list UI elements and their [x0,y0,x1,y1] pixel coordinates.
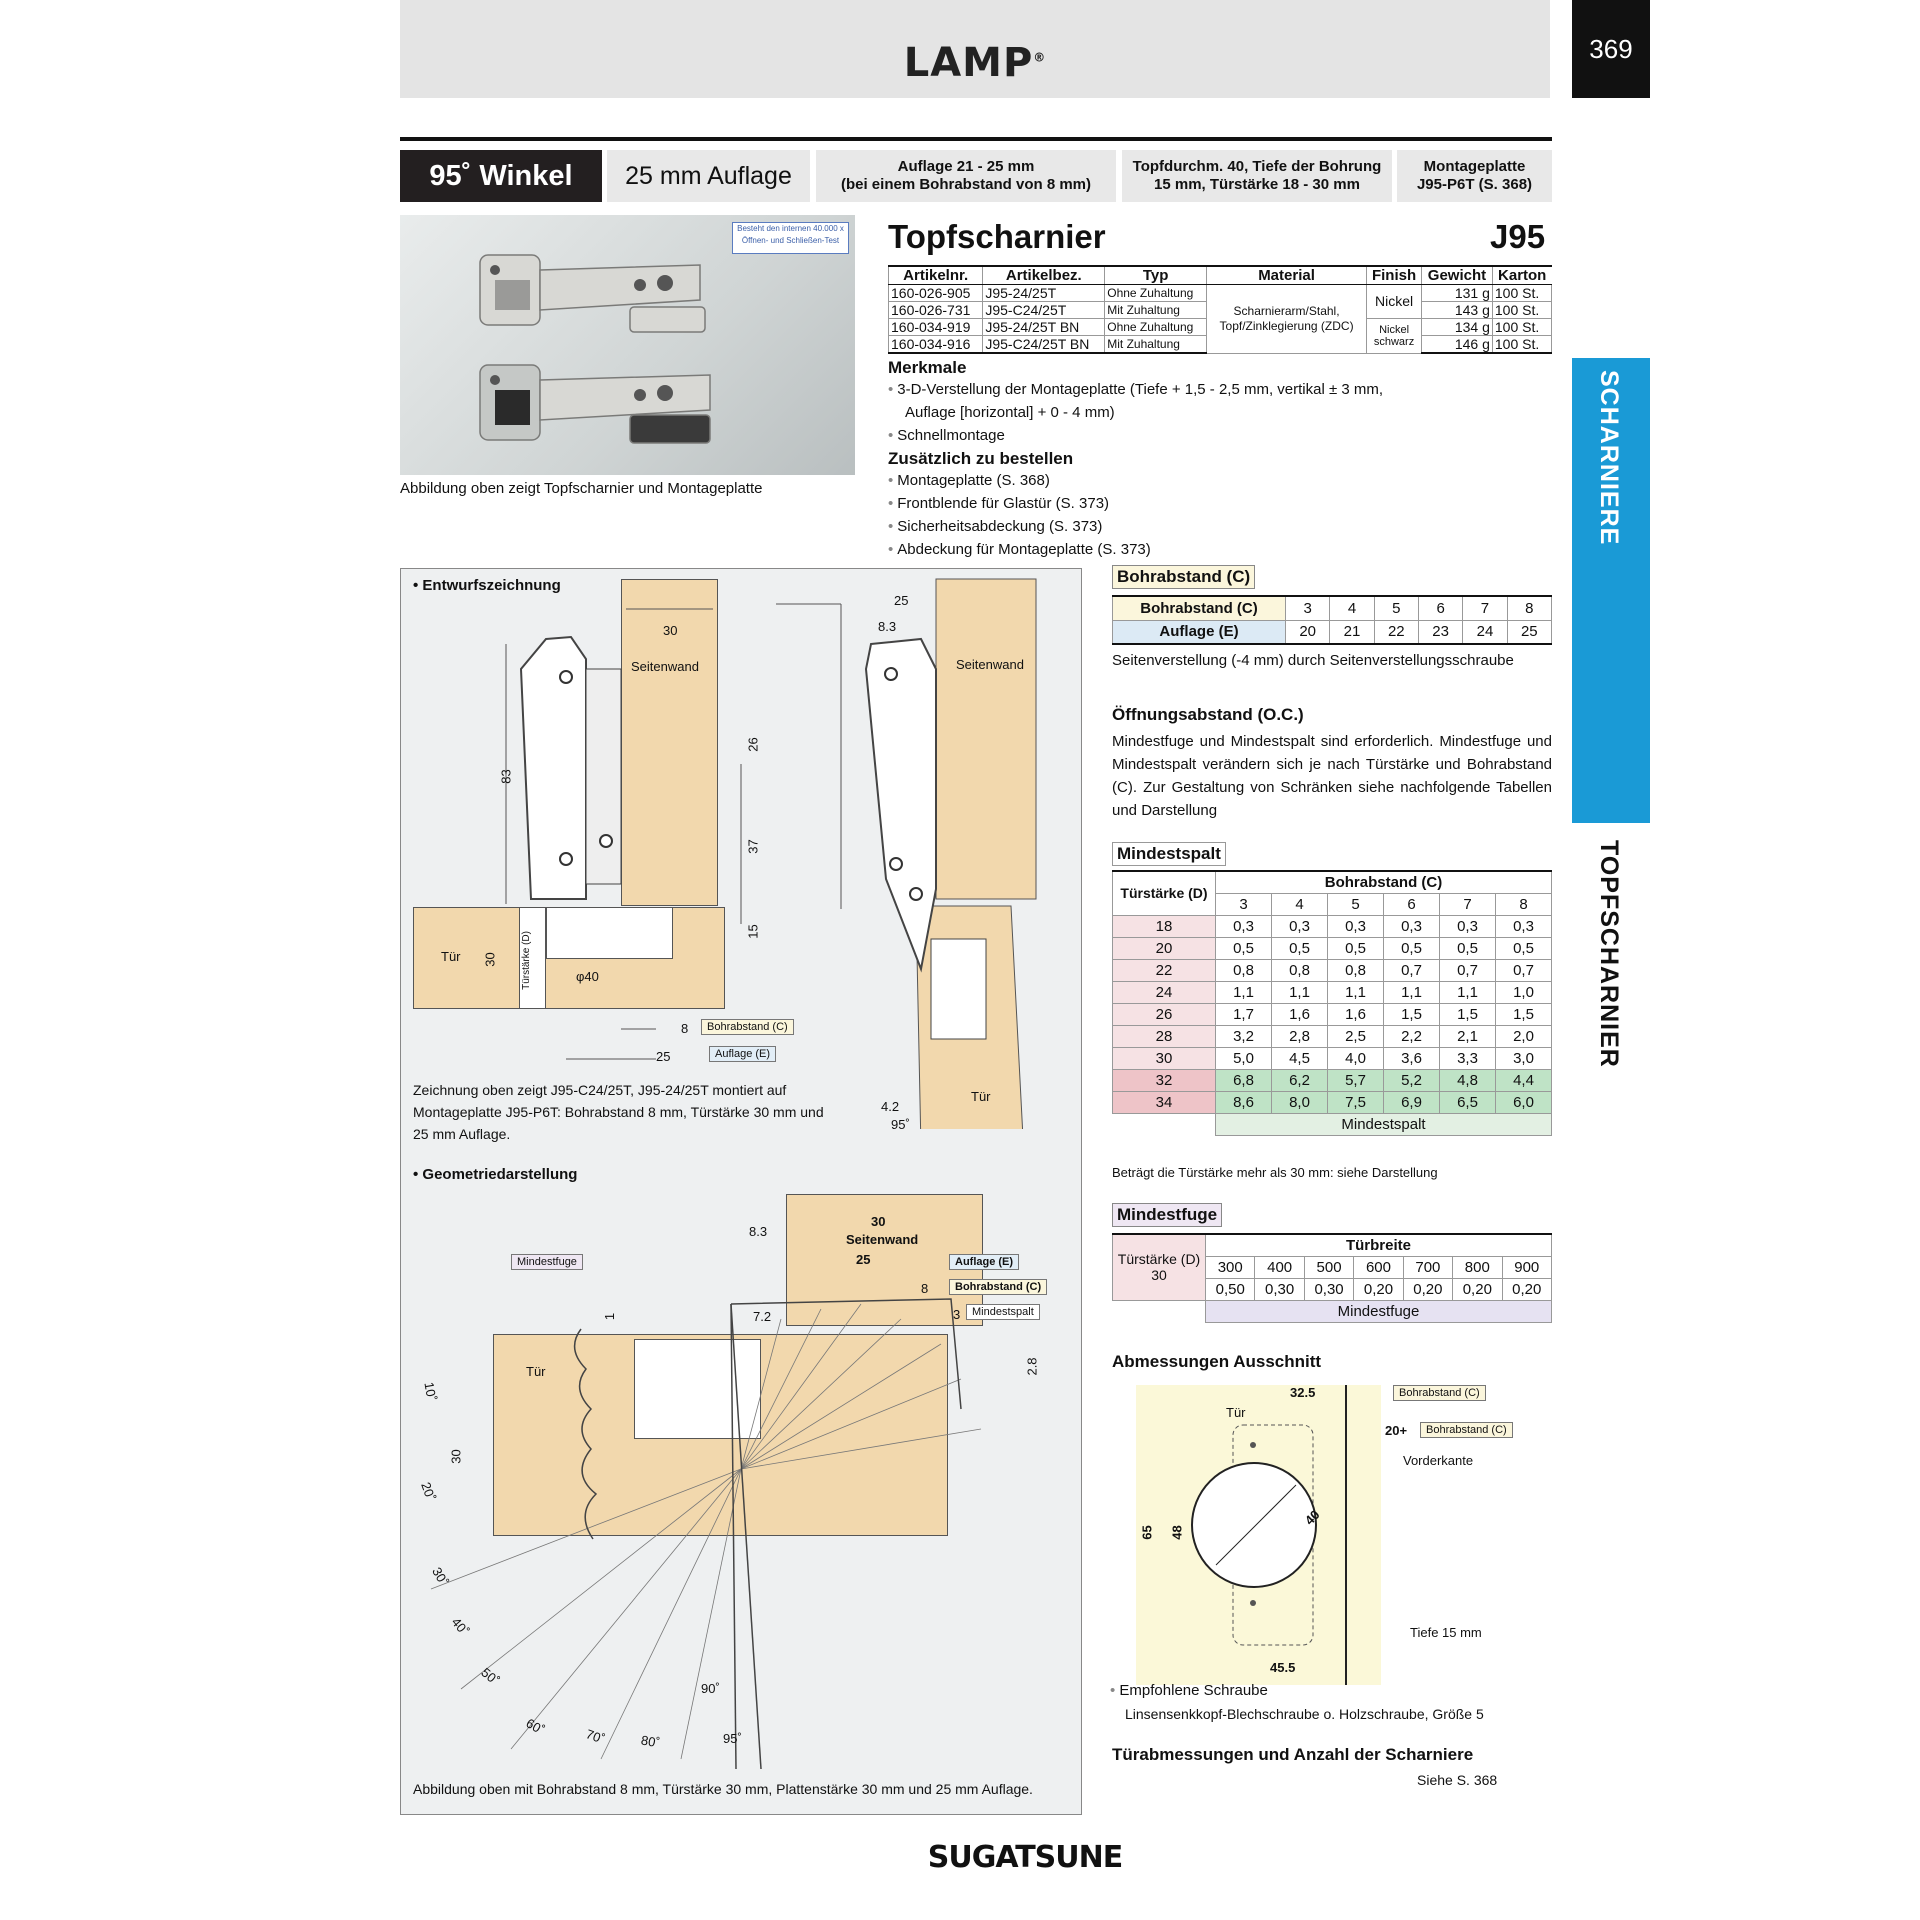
list-item: • 3-D-Verstellung der Montageplatte (Tiefe + 1,5 - 2,5 mm, vertikal ± 3 mm, [888,381,1384,398]
zusatz-title: Zusätzlich zu bestellen [888,449,1074,468]
value-cell: 3,6 [1384,1047,1440,1069]
product-photo [400,215,855,475]
value-cell: 1,6 [1272,1003,1328,1025]
value-cell: 0,7 [1440,959,1496,981]
schraube-title: • Empfohlene Schraube [1110,1682,1268,1699]
photo-caption: Abbildung oben zeigt Topfscharnier und Montageplatte [400,480,763,497]
geo-bohrabstand-tag: Bohrabstand (C) [949,1279,1047,1295]
geo-tuer: Tür [526,1364,546,1379]
value-cell: 1,5 [1440,1003,1496,1025]
value-cell: 0,5 [1272,937,1328,959]
value-cell: 1,1 [1216,981,1272,1003]
ms-col-header: 5 [1328,893,1384,915]
mindestfuge-title: Mindestfuge [1112,1203,1222,1227]
mindestfuge-tag: Mindestfuge [511,1254,583,1270]
product-title: Topfscharnier [888,218,1106,255]
caption-entwurf: Zeichnung oben zeigt J95-C24/25T, J95-24/25T montiert auf Montageplatte J95-P6T: Bohrabstand 8 mm, Türstärke 30 mm und 25 mm Auflage. [413,1082,824,1142]
auflage-tag: Auflage (E) [709,1046,776,1062]
dim-15: 15 [745,924,761,939]
table-row [1113,1047,1552,1069]
tiefe-label: Tiefe 15 mm [1410,1625,1482,1640]
seitenwand-label-right: Seitenwand [956,657,1024,672]
mf-col-header: 800 [1453,1256,1502,1278]
phi40-label: φ40 [576,969,599,984]
mf-value: 0,20 [1453,1278,1502,1300]
value-cell: 2,8 [1272,1025,1328,1047]
dim-26: 26 [745,737,761,752]
dim-8: 8 [681,1021,689,1036]
angle-30: 30˚ [429,1564,452,1589]
table-row [1113,915,1552,937]
value-cell: 0,3 [1328,915,1384,937]
ms-col-header: 7 [1440,893,1496,915]
col-typ: Typ [1105,266,1207,285]
page-number: 369 [1572,0,1650,98]
ms-col-header: 6 [1384,893,1440,915]
list-item: • Schnellmontage [888,427,1005,444]
angle-70: 70˚ [584,1726,607,1747]
dim-48: 48 [1169,1525,1185,1540]
value-cell: 0,3 [1496,915,1552,937]
finish-black: Nickel schwarz [1367,319,1422,354]
value-cell: 3,3 [1440,1047,1496,1069]
lamp-logo: LAMP® [903,40,1047,86]
tab-mountplate: Montageplatte J95-P6T (S. 368) [1397,150,1552,202]
door-thickness-cell: 20 [1113,937,1216,959]
col-material: Material [1207,266,1367,285]
value-cell: 0,3 [1384,915,1440,937]
mindestspalt-note: Beträgt die Türstärke mehr als 30 mm: siehe Darstellung [1112,1165,1438,1180]
tuer-label: Tür [441,949,461,964]
divider [400,137,1552,141]
bohrabstand-note: Seitenverstellung (-4 mm) durch Seitenverstellungsschraube [1112,652,1514,669]
dim-8-3: 8.3 [878,619,897,634]
mindestspalt-table: Türstärke (D) Bohrabstand (C) 3 4 5 6 7 8 18 0,3 0,3 0,3 0,3 0,3 0,3 20 0,5 0,5 0,5 0,5 0,5 0,5 22 0,8 0,8 0,8 0,7 0,7 0,7 24 1,1 1,1 1,1 1,1 1,1 1,0 26 1,7 1,6 1,6 1,5 1,5 1,5 28 3,2 2,8 2,5 2,2 2,1 2,0 30 5,0 4,5 4,0 3,6 3,3 3,0 32 6,8 6,2 5,7 5,2 4,8 4,4 34 8,6 8,0 7,5 6,9 6,5 6,0 Mindestspalt [1112,870,1552,1136]
angle-60: 60˚ [523,1715,548,1738]
schraube-text: Linsensenkkopf-Blechschraube o. Holzschraube, Größe 5 [1125,1706,1484,1722]
tab-cup: Topfdurchm. 40, Tiefe der Bohrung 15 mm, Türstärke 18 - 30 mm [1122,150,1392,202]
door-thickness-cell: 34 [1113,1091,1216,1113]
door-thickness-cell: 18 [1113,915,1216,937]
mf-value: 0,20 [1403,1278,1452,1300]
geo-dim-3: 3 [953,1307,961,1322]
bohrabstand-tag: Bohrabstand (C) [701,1019,794,1035]
mf-value: 0,50 [1206,1278,1255,1300]
value-cell: 6,2 [1272,1069,1328,1091]
tab-angle: 95˚ Winkel [400,150,602,202]
hinge-drawing [401,569,1081,1129]
mf-value: 0,20 [1502,1278,1551,1300]
angle-20: 20˚ [418,1480,439,1503]
seitenwand-label: Seitenwand [631,659,699,674]
tab-overlay-range: Auflage 21 - 25 mm (bei einem Bohrabstand von 8 mm) [816,150,1116,202]
value-cell: 0,7 [1384,959,1440,981]
list-item: • Abdeckung für Montageplatte (S. 373) [888,541,1151,558]
value-cell: 1,1 [1440,981,1496,1003]
ms-col-header: 8 [1496,893,1552,915]
list-item: • Frontblende für Glastür (S. 373) [888,495,1110,512]
merkmale-title: Merkmale [888,358,967,377]
value-cell: 1,1 [1328,981,1384,1003]
dim-30: 30 [663,623,678,638]
mf-col-header: 700 [1403,1256,1452,1278]
geo-seitenwand: Seitenwand [846,1232,919,1247]
mf-col-header: 900 [1502,1256,1551,1278]
ms-col-header: 4 [1272,893,1328,915]
table-row: 160-034-916 J95-C24/25T BN Mit Zuhaltung 146 g 100 St. [889,336,1552,354]
mindestspalt-title: Mindestspalt [1112,842,1226,866]
value-cell: 6,5 [1440,1091,1496,1113]
value-cell: 0,3 [1216,915,1272,937]
dim-25-right: 25 [894,593,909,608]
list-item: Auflage [horizontal] + 0 - 4 mm) [905,404,1115,421]
dim-65: 65 [1139,1525,1155,1540]
dim-37: 37 [745,839,761,854]
col-artikelnr: Artikelnr. [889,266,983,285]
mf-col-header: 300 [1206,1256,1255,1278]
value-cell: 1,6 [1328,1003,1384,1025]
value-cell: 8,6 [1216,1091,1272,1113]
tab-overlay: 25 mm Auflage [607,150,810,202]
value-cell: 5,2 [1384,1069,1440,1091]
geo-dim-8-3: 8.3 [749,1224,768,1239]
value-cell: 0,8 [1272,959,1328,981]
tuerabm-title: Türabmessungen und Anzahl der Scharniere [1112,1745,1474,1764]
tuerstaerke-label: Türstärke (D) [521,931,532,990]
value-cell: 0,8 [1328,959,1384,981]
drawing-panel [400,568,1082,1815]
category-label: SCHARNIERE [1595,370,1623,546]
door-thickness-cell: 30 [1113,1047,1216,1069]
table-row: 160-034-919 J95-24/25T BN Ohne Zuhaltung Nickel schwarz 134 g 100 St. [889,319,1552,336]
value-cell: 2,5 [1328,1025,1384,1047]
material-cell: Scharnierarm/Stahl, Topf/Zinklegierung (ZDC) [1207,285,1367,354]
mf-col-header: 500 [1304,1256,1353,1278]
value-cell: 3,2 [1216,1025,1272,1047]
merkmale-section [888,358,1548,561]
mindestfuge-table: Türstärke (D) 30 Türbreite 300 400 500 600 700 800 900 0,50 0,30 0,30 0,20 0,20 0,20 0,20 Mindestfuge [1112,1233,1552,1323]
value-cell: 1,0 [1496,981,1552,1003]
value-cell: 0,5 [1496,937,1552,959]
angle-90: 90˚ [701,1681,720,1696]
value-cell: 0,3 [1440,915,1496,937]
geo-dim-25: 25 [856,1252,871,1267]
bohrabstand-table: Bohrabstand (C) 3 4 5 6 7 8 Auflage (E) 20 21 22 23 24 25 [1112,595,1552,645]
product-model: J95 [1490,218,1546,255]
value-cell: 2,2 [1384,1025,1440,1047]
category-sidebar [1572,358,1650,823]
value-cell: 6,9 [1384,1091,1440,1113]
test-note: Besteht den internen 40.000 x Öffnen- und Schließen-Test [732,222,849,254]
geo-dim-2-8: 2.8 [1024,1357,1040,1376]
table-row [1113,959,1552,981]
cutout-bohrabstand-2: Bohrabstand (C) [1420,1422,1513,1438]
sugatsune-logo: SUGATSUNE [927,1840,1123,1875]
value-cell: 0,5 [1440,937,1496,959]
value-cell: 4,4 [1496,1069,1552,1091]
col-gewicht: Gewicht [1422,266,1493,285]
table-row [1113,937,1552,959]
value-cell: 2,1 [1440,1025,1496,1047]
col-karton: Karton [1492,266,1551,285]
ms-col-header: 3 [1216,893,1272,915]
dim-30-door: 30 [482,952,498,967]
value-cell: 1,1 [1272,981,1328,1003]
value-cell: 4,0 [1328,1047,1384,1069]
value-cell: 7,5 [1328,1091,1384,1113]
col-artikelbez: Artikelbez. [983,266,1105,285]
caption-geo: Abbildung oben mit Bohrabstand 8 mm, Türstärke 30 mm, Plattenstärke 30 mm und 25 mm Auflage. [413,1781,1033,1797]
entwurf-title: • Entwurfszeichnung [413,577,561,594]
value-cell: 1,1 [1384,981,1440,1003]
mf-value: 0,20 [1354,1278,1403,1300]
angle-80: 80˚ [639,1732,661,1751]
geo-auflage-tag: Auflage (E) [949,1254,1019,1270]
value-cell: 0,3 [1272,915,1328,937]
dim-95: 95˚ [891,1117,910,1132]
door-thickness-cell: 24 [1113,981,1216,1003]
value-cell: 4,8 [1440,1069,1496,1091]
mf-col-header: 600 [1354,1256,1403,1278]
door-thickness-cell: 26 [1113,1003,1216,1025]
dim-20: 20+ [1385,1423,1408,1438]
dim-4-2: 4.2 [881,1099,900,1114]
list-item: • Montageplatte (S. 368) [888,472,1050,489]
value-cell: 1,7 [1216,1003,1272,1025]
angle-50: 50˚ [478,1664,503,1689]
geo-dim-30-door: 30 [448,1449,464,1464]
value-cell: 8,0 [1272,1091,1328,1113]
door-thickness-cell: 32 [1113,1069,1216,1091]
geo-dim-1: 1 [602,1312,618,1321]
value-cell: 0,8 [1216,959,1272,981]
mf-value: 0,30 [1304,1278,1353,1300]
table-row [1113,981,1552,1003]
cutout-tuer: Tür [1226,1405,1246,1420]
table-row [1113,1091,1552,1113]
value-cell: 2,0 [1496,1025,1552,1047]
table-row: 160-026-731 J95-C24/25T Mit Zuhaltung 143 g 100 St. [889,302,1552,319]
value-cell: 6,8 [1216,1069,1272,1091]
value-cell: 0,5 [1328,937,1384,959]
angle-95: 95˚ [723,1731,742,1746]
tuer-label-right: Tür [971,1089,991,1104]
geo-mindestspalt-tag: Mindestspalt [966,1304,1040,1320]
dim-45-5: 45.5 [1270,1660,1296,1675]
table-row: 160-026-905 J95-24/25T Ohne Zuhaltung Scharnierarm/Stahl, Topf/Zinklegierung (ZDC) Nickel 131 g 100 St. [889,285,1552,302]
oc-text: Mindestfuge und Mindestspalt sind erforderlich. Mindestfuge und Mindestspalt verändern sich je nach Türstärke und Bohrabstand (C). Zur Gestaltung von Schränken siehe nachfolgende Tabellen und Darstellung [1112,733,1552,819]
tuerabm-ref: Siehe S. 368 [1417,1772,1498,1788]
geo-title: • Geometriedarstellung [413,1166,578,1183]
value-cell: 4,5 [1272,1047,1328,1069]
geometry-lines [401,1129,1081,1769]
geo-dim-8: 8 [921,1281,929,1296]
door-thickness-cell: 28 [1113,1025,1216,1047]
value-cell: 1,5 [1496,1003,1552,1025]
value-cell: 0,5 [1216,937,1272,959]
value-cell: 5,7 [1328,1069,1384,1091]
bohrabstand-title: Bohrabstand (C) [1112,565,1255,589]
value-cell: 6,0 [1496,1091,1552,1113]
dim-83: 83 [498,769,514,784]
dim-25: 25 [656,1049,671,1064]
subcategory-label: TOPFSCHARNIER [1595,840,1623,1068]
ausschnitt-title: Abmessungen Ausschnitt [1112,1352,1322,1371]
article-table [888,265,1552,354]
geo-dim-7-2: 7.2 [753,1309,772,1324]
finish-nickel: Nickel [1367,285,1422,319]
table-row [1113,1069,1552,1091]
value-cell: 0,5 [1384,937,1440,959]
angle-40: 40˚ [448,1614,473,1639]
value-cell: 0,7 [1496,959,1552,981]
mf-value: 0,30 [1255,1278,1304,1300]
angle-10: 10˚ [421,1380,440,1403]
dim-32-5: 32.5 [1290,1385,1316,1400]
cutout-bohrabstand-1: Bohrabstand (C) [1393,1385,1486,1401]
col-finish: Finish [1367,266,1422,285]
list-item: • Sicherheitsabdeckung (S. 373) [888,518,1103,535]
value-cell: 5,0 [1216,1047,1272,1069]
geo-dim-30: 30 [871,1214,886,1229]
table-row [1113,1003,1552,1025]
mf-col-header: 400 [1255,1256,1304,1278]
table-row [1113,1025,1552,1047]
value-cell: 3,0 [1496,1047,1552,1069]
dim-40: 40 [1301,1507,1323,1528]
vorderkante-label: Vorderkante [1403,1453,1474,1468]
door-thickness-cell: 22 [1113,959,1216,981]
value-cell: 1,5 [1384,1003,1440,1025]
hinge-illustration [400,215,855,475]
oc-title: Öffnungsabstand (O.C.) [1112,705,1304,724]
